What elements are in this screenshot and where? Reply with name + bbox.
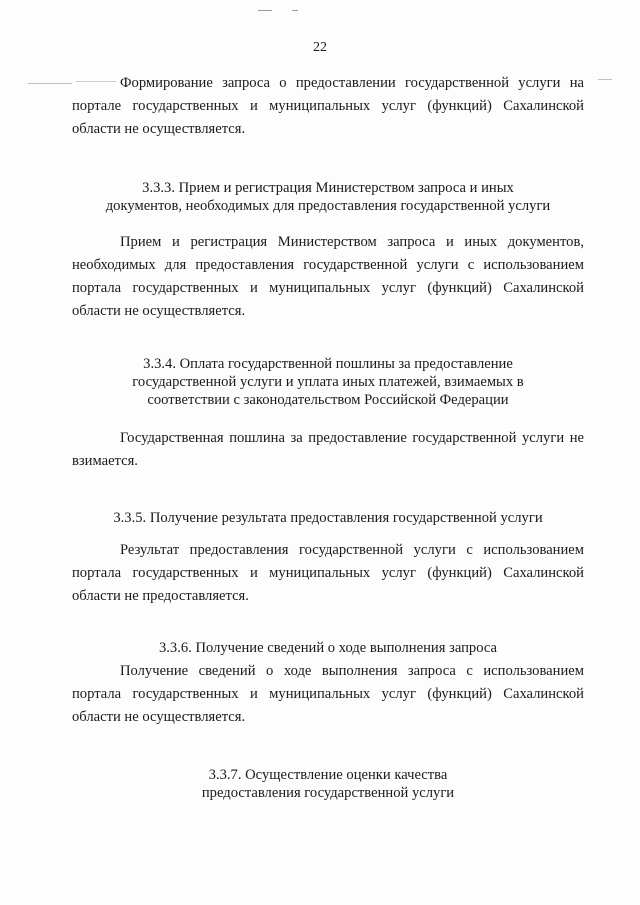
heading-line: государственной услуги и уплата иных платежей, взимаемых в: [132, 374, 524, 390]
paragraph-line: взимается.: [72, 453, 138, 469]
paragraph-request-status: [72, 660, 584, 729]
paragraph-state-fee: [72, 427, 584, 473]
paragraph-line: области не осуществляется.: [72, 121, 246, 137]
heading-line: документов, необходимых для предоставления государственной услуги: [105, 198, 551, 214]
paragraph-line: Государственная пошлина за предоставление государственной услуги не: [120, 430, 584, 446]
heading-line: 3.3.5. Получение результата предоставления государственной услуги: [113, 510, 543, 526]
paragraph-line: портала государственных и муниципальных услуг (функций) Сахалинской: [72, 565, 584, 581]
section-heading-3-3-4: [72, 355, 584, 409]
paragraph-result: [72, 539, 584, 608]
section-heading-3-3-5: [72, 509, 584, 527]
paragraph-reception-registration: [72, 231, 584, 323]
scan-speck: [258, 10, 272, 11]
scan-speck: [598, 79, 612, 80]
paragraph-portal-request: [72, 72, 584, 141]
paragraph-line: Прием и регистрация Министерством запроса и иных документов,: [120, 234, 584, 250]
paragraph-line: портала государственных и муниципальных услуг (функций) Сахалинской: [72, 280, 584, 296]
scan-speck: [292, 10, 298, 11]
section-heading-3-3-3: [72, 179, 584, 215]
paragraph-line: Получение сведений о ходе выполнения запроса с использованием: [120, 663, 584, 679]
paragraph-line: Результат предоставления государственной услуги с использованием: [120, 542, 584, 558]
paragraph-line: области не предоставляется.: [72, 588, 249, 604]
heading-line: 3.3.6. Получение сведений о ходе выполнения запроса: [158, 640, 498, 656]
paragraph-line: портала государственных и муниципальных услуг (функций) Сахалинской: [72, 686, 584, 702]
page-number: 22: [313, 40, 327, 55]
paragraph-line: области не осуществляется.: [72, 709, 246, 725]
section-heading-3-3-7: [72, 766, 584, 802]
paragraph-line: необходимых для предоставления государственной услуги с использованием: [72, 257, 584, 273]
heading-line: соответствии с законодательством Российской Федерации: [147, 392, 509, 408]
heading-line: 3.3.3. Прием и регистрация Министерством запроса и иных: [142, 180, 514, 196]
paragraph-line: портале государственных и муниципальных услуг (функций) Сахалинской: [72, 98, 584, 114]
paragraph-line: Формирование запроса о предоставлении государственной услуги на: [120, 75, 584, 91]
heading-line: 3.3.4. Оплата государственной пошлины за предоставление: [143, 356, 513, 372]
heading-line: 3.3.7. Осуществление оценки качества: [208, 767, 448, 783]
scan-speck: [28, 83, 72, 84]
heading-line: предоставления государственной услуги: [201, 785, 455, 801]
section-heading-3-3-6: [72, 639, 584, 657]
paragraph-line: области не осуществляется.: [72, 303, 246, 319]
